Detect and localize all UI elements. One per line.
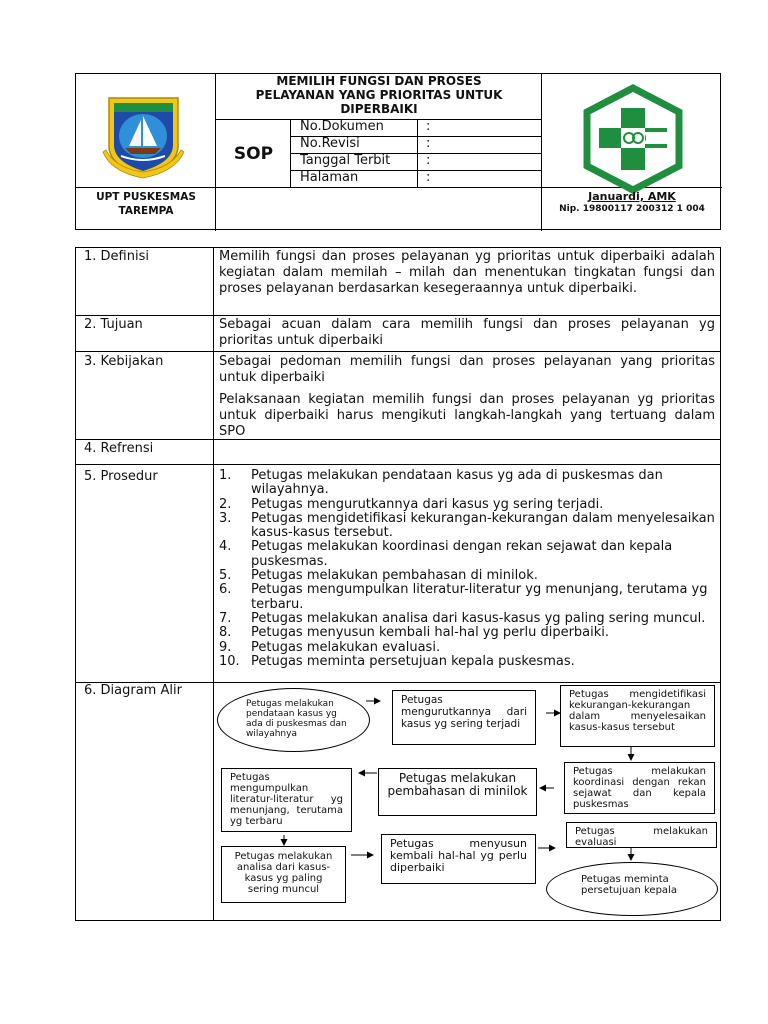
meta-label-no-dokumen: No.Dokumen xyxy=(300,119,384,134)
section-label-diagram: 6. Diagram Alir xyxy=(84,683,182,698)
document-title: MEMILIH FUNGSI DAN PROSES PELAYANAN YANG PRIORITAS UNTUK DIPERBAIKI xyxy=(255,74,503,116)
puskesmas-logo-icon xyxy=(577,84,689,194)
sop-label: SOP xyxy=(233,144,274,164)
section-text-definisi: Memilih fungsi dan proses pelayanan yg prioritas untuk diperbaiki adalah kegiatan dalam memilah – milah dan menentukan tingkatan fungsi dan proses pelayanan berdasarkan kesegeraannya untuk diperbaiki. xyxy=(219,249,715,296)
flow-node-2: Petugas mengurutkannya dari kasus yg sering terjadi xyxy=(392,690,536,745)
list-item: 5. Petugas melakukan pembahasan di minilok. xyxy=(219,568,538,584)
flow-node-8: Petugas menyusun kembali hal-hal yg perlu diperbaiki xyxy=(381,834,536,884)
flow-node-4: Petugas melakukan koordinasi dengan rekan sejawat dan kepala puskesmas xyxy=(564,762,715,814)
list-item: 4. Petugas melakukan koordinasi dengan rekan sejawat dan kepala puskesmas. xyxy=(219,539,673,569)
meta-label-tanggal-terbit: Tanggal Terbit xyxy=(300,153,391,168)
flow-node-7: Petugas melakukan analisa dari kasus-kasus yg paling sering muncul xyxy=(221,846,346,903)
section-text-tujuan: Sebagai acuan dalam cara memilih fungsi dan proses pelayanan yg prioritas untuk diperbaiki xyxy=(219,317,715,348)
list-item: 3. Petugas mengidetifikasi kekurangan-kekurangan dalam menyelesaikan kasus-kasus tersebut. xyxy=(219,510,715,541)
flow-node-1: Petugas melakukan pendataan kasus yg ada di puskesmas dan wilayahnya xyxy=(217,688,370,752)
flow-arrows xyxy=(76,248,720,920)
meta-colon: : xyxy=(426,153,431,168)
flow-node-6: Petugas mengumpulkan literatur-literatur yg menunjang, terutama yg terbaru xyxy=(221,768,352,832)
sop-header xyxy=(75,73,721,230)
meta-colon: : xyxy=(426,170,431,185)
meta-colon: : xyxy=(426,119,431,134)
regency-emblem-icon xyxy=(101,92,186,180)
meta-colon: : xyxy=(426,136,431,151)
sop-content-table xyxy=(75,247,721,921)
section-label-referensi: 4. Refrensi xyxy=(84,441,154,456)
section-label-prosedur: 5. Prosedur xyxy=(84,469,158,484)
flow-node-3: Petugas mengidetifikasi kekurangan-kekurangan dalam menyelesaikan kasus-kasus tersebut xyxy=(560,685,715,747)
list-item: 9. Petugas melakukan evaluasi. xyxy=(219,639,441,655)
meta-label-halaman: Halaman xyxy=(300,170,359,185)
list-item: 6. Petugas mengumpulkan literatur-literatur yg menunjang, terutama yg terbaru. xyxy=(219,582,708,612)
list-item: 1. Petugas melakukan pendataan kasus yg ada di puskesmas dan wilayahnya. xyxy=(219,468,663,498)
section-label-kebijakan: 3. Kebijakan xyxy=(84,354,164,369)
flow-node-9: Petugas melakukan evaluasi xyxy=(566,822,717,848)
section-text-kebijakan-2: Pelaksanaan kegiatan memilih fungsi dan proses pelayanan yg prioritas untuk diperbaiki harus mengikuti langkah-langkah yang tertuang dalam SPO xyxy=(219,392,715,439)
flow-node-5: Petugas melakukan pembahasan di minilok xyxy=(378,768,537,816)
section-text-kebijakan-1: Sebagai pedoman memilih fungsi dan proses pelayanan yang prioritas untuk diperbaiki xyxy=(219,354,715,385)
list-item: 2. Petugas mengurutkannya dari kasus yg sering terjadi. xyxy=(219,496,604,512)
list-item: 8. Petugas menyusun kembali hal-hal yg perlu diperbaiki. xyxy=(219,625,610,641)
meta-label-no-revisi: No.Revisi xyxy=(300,136,360,151)
list-item: 10. Petugas meminta persetujuan kepala puskesmas. xyxy=(219,653,575,669)
section-label-tujuan: 2. Tujuan xyxy=(84,317,143,332)
flow-node-10: Petugas meminta persetujuan kepala xyxy=(546,862,718,916)
section-label-definisi: 1. Definisi xyxy=(84,249,149,264)
unit-name: UPT PUSKESMAS TAREMPA xyxy=(96,191,196,217)
signer-name: Januardi, AMK xyxy=(588,190,676,203)
list-item: 7. Petugas melakukan analisa dari kasus-kasus yg paling sering muncul. xyxy=(219,610,706,626)
signer-nip: Nip. 19800117 200312 1 004 xyxy=(559,204,705,214)
